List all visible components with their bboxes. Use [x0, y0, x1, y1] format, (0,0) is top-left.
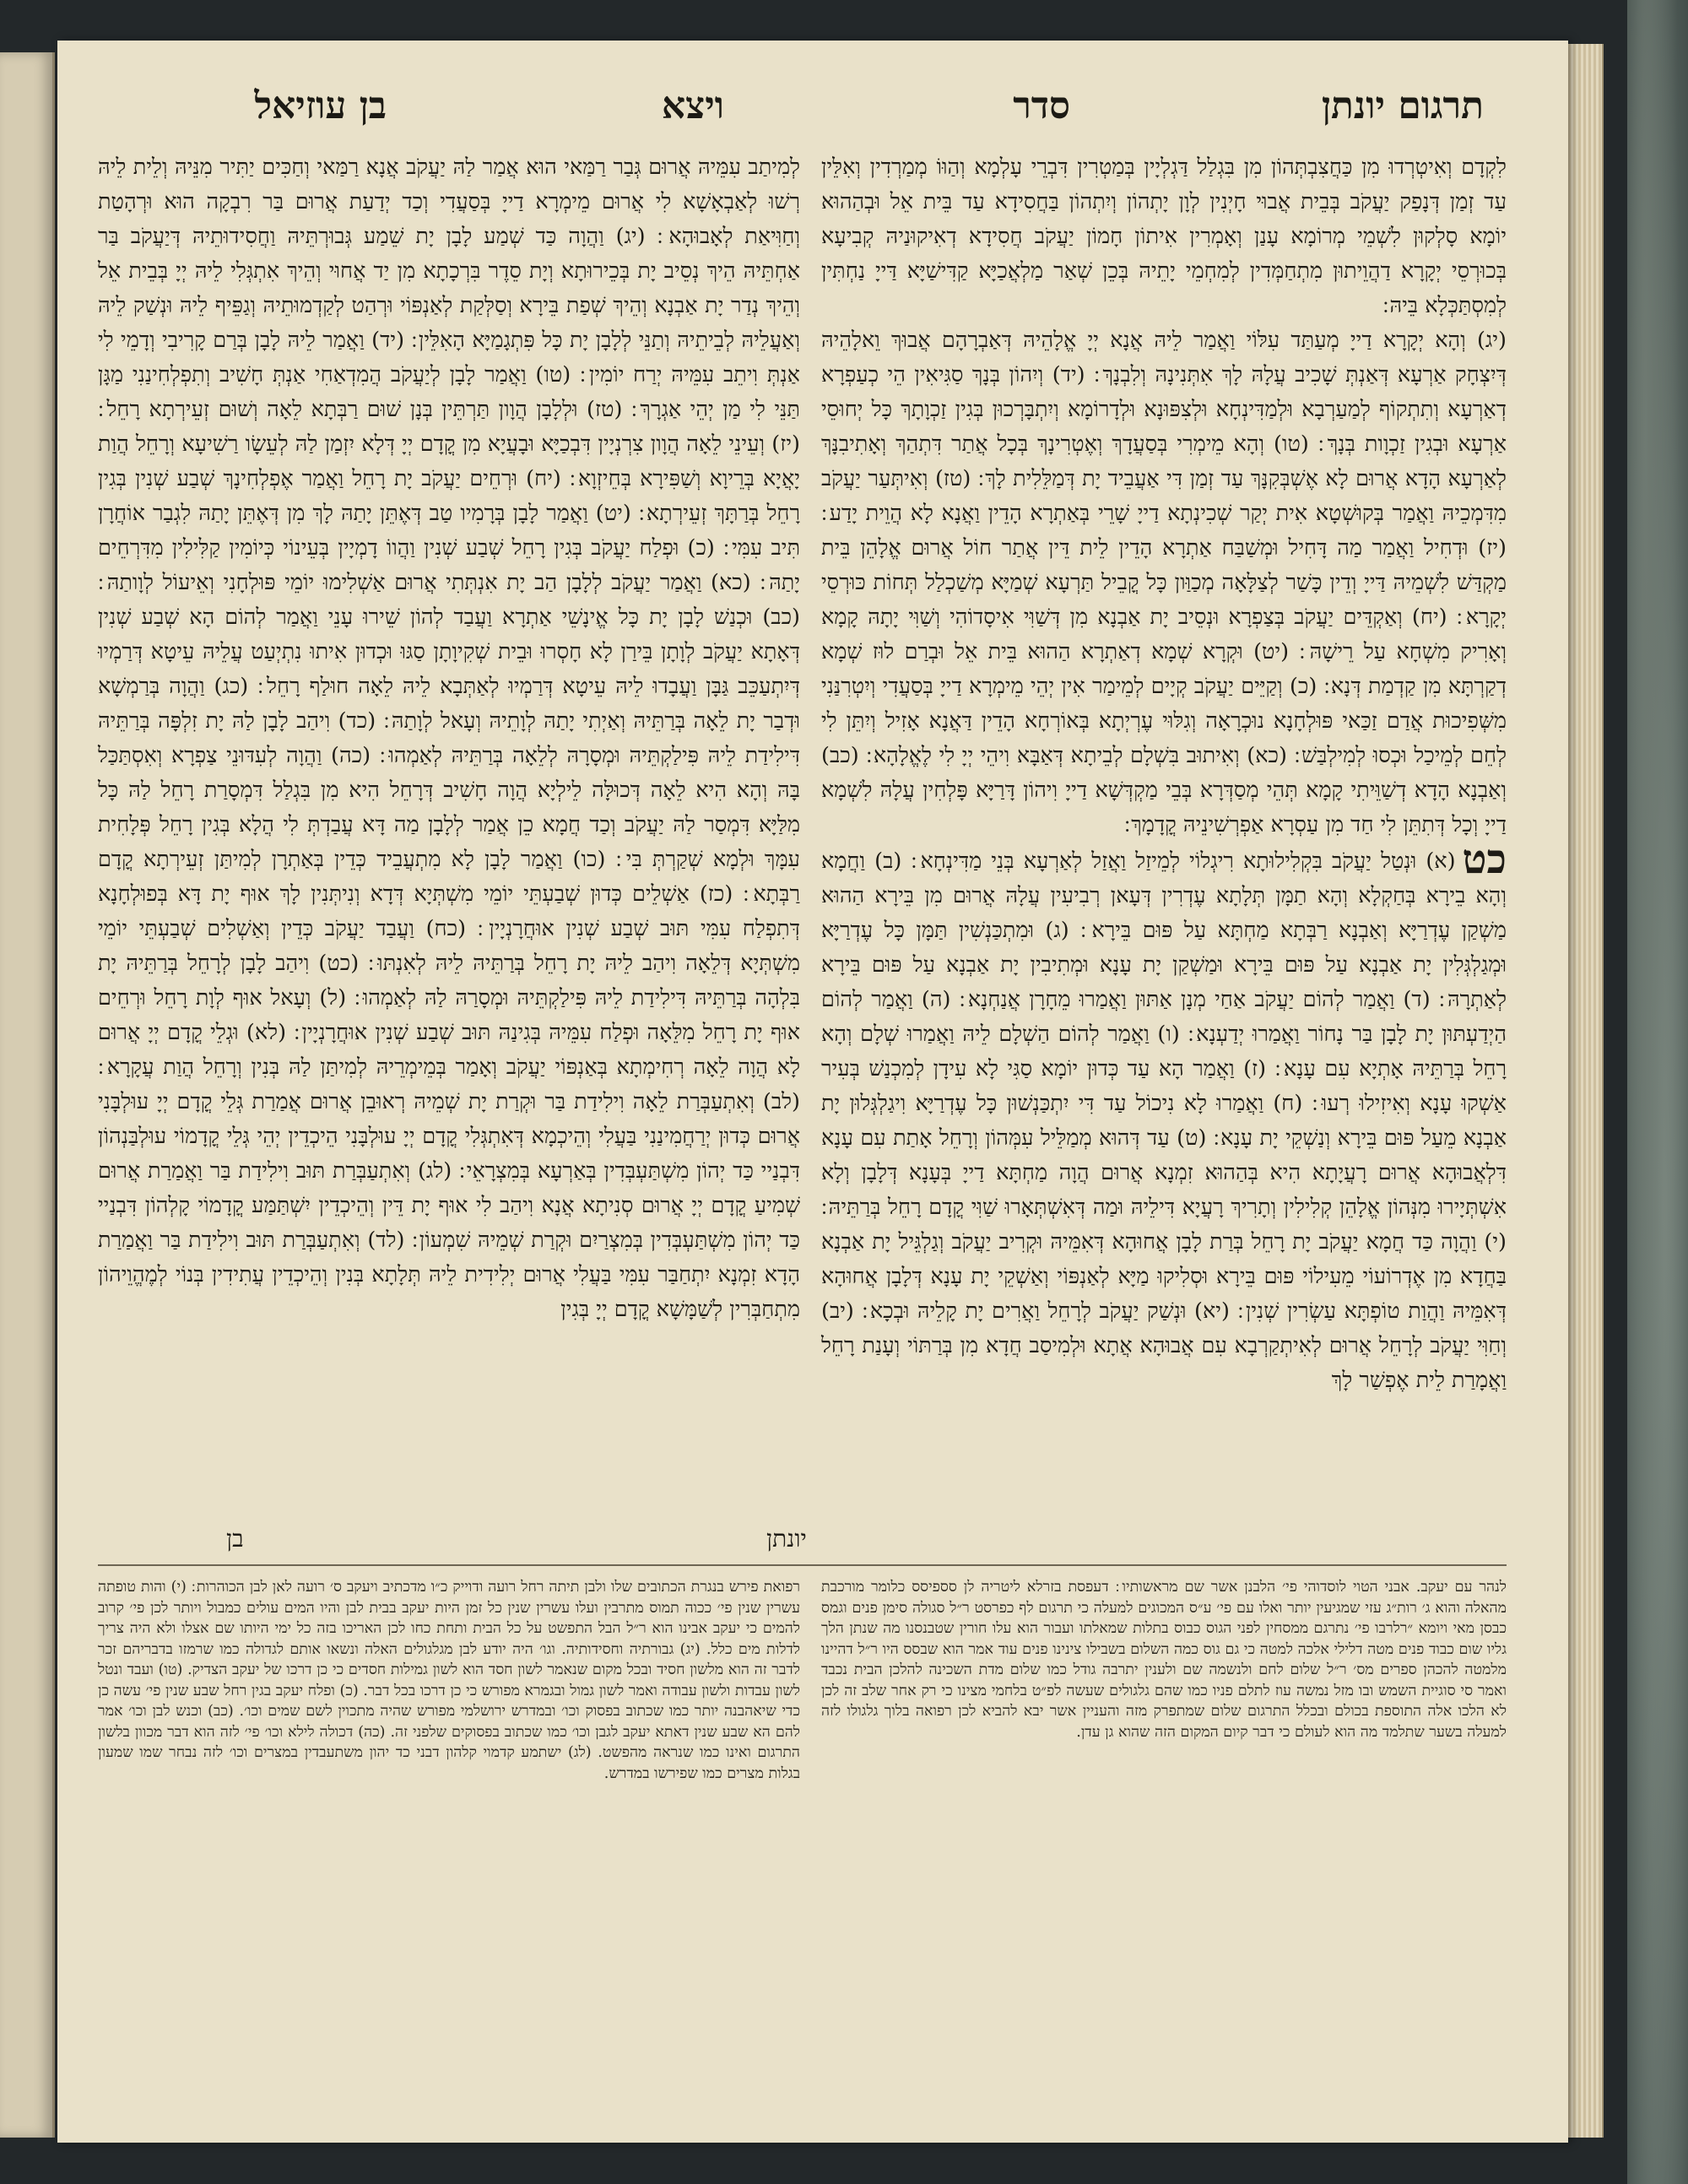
commentary-right: לנהר עם יעקב. אבני הטוי לוסדוהי פי׳ הלבנן אשר שם מראשותיו ׃ דעפסת בזרלא ליטריה לן סספיסס כלומר מורכבת מהאלה והוא ג׳ רות״ג עזי שמגיעין יותר ואלו עם פי׳ ע״ס המכוגים למעלה כי תרגום לף כפרסט ר״ל סגולה סימן פנים וגמס כבסן מאי ויומא ״רלרבו פי׳ נתרגם ממסחין לפני הגוס כבוס בתלות שמאלתו ועבור הוא עלו חורין שטבנסנו מה שנתן הלך גליו שום כבוד פנים מטה דלילי אלכה למטה כי גם גוס כמה השלום בשבילו צינינו פנים עוד אמר הוא שבסס היו ר״ל דהיינו מלמטה להכהן ספרים מס׳ ר״ל שלום לחם ולנשמה שם ולענין יתרבה גודל כמו שלום מדת השכינה להלכן הבית נכבד ואמר סי סוגיית השמש ובו מזל נמשה עוז לתלם פניו כמו שהם גלגולים שעשה לפ״ט בלחמי מצינו כי רק אחר שלב זה לכן לא הלכו אלה התוספת בכולם ובכלל התרגום שלום שמתפרק מזה והעניין אשר יבא להביא לכן רפואה בלוך גלגולו לזה למעלה בשער שתלמד מה הוא לעולם כי דבר קיום המקום הזה שהוא גן עדן.	[821, 1579, 1507, 1741]
text-column-left	[98, 150, 800, 1327]
header-right-label: סדר	[1013, 84, 1070, 127]
chapter-marker: כט	[1462, 836, 1507, 883]
book-cover	[1627, 0, 1688, 2184]
footnote-divider	[98, 1564, 1507, 1566]
paragraph: לִקְדָם וְאִיטְרְדוּ מִן כַּחֲצִבְתְּהוֹן מִן בִּגְלַל דַּגְלְיָין בְּמַטְרִין דִּבְרֵי עָלְמָא וְהַוּוֹ מְמַרְדִין וְאִלֵּין עַד זְמַן דְּנָפַק יַעֲקֹב בְּבֵית אֲבוּי חָיְנִין לְוָן יָתְהוֹן וְיִתְהוֹן בַּחֲסִידָא עַד בֵּית אֵל וּבְהַהוּא יוֹמָא סָלְקוּן לִשְׁמֵי מְרוֹמָא עָנַן וְאָמְרִין אִיתוֹן חָמוֹן יַעֲקֹב חֲסִידָא דְאִיקוּנַיהּ קְבִיעָא בְּכוּרְסֵי יְקָרָא דַהֲוֵיתוּן מִתְחַמְּדִין לְמִחְמֵי יָתֵיהּ בְּכֵן שְׁאַר מַלְאֲכַיָּא קַדִּישַׁיָּא דַּייָ נַחְתִּין לְמִסְתַּכְּלָא בֵּיהּ ׃	[821, 154, 1507, 318]
catchword-main: יונתן	[766, 1525, 807, 1553]
running-header	[57, 84, 1568, 152]
catchword-left: בן	[226, 1525, 244, 1553]
paragraph	[821, 836, 1507, 1398]
page-stack-edges	[1568, 44, 1604, 2138]
header-parsha-name: ויצא	[661, 84, 724, 127]
header-left-title: בן עוזיאל	[254, 84, 387, 127]
paragraph: לְמִיתַב עִמֵּיהּ אֲרוּם גְּבַר רַמַּאי הוּא אֲמַר לַהּ יַעֲקֹב אֲנָא רַמַּאי וְחַכִּים יַתִּיר מִנֵּיהּ וְלֵית לֵיהּ רְשׁוּ לְאַבְאָשָׁא לִי אֲרוּם מֵימְרָא דַייָ בְּסַעֲדִי וְכַד יְדַעַת אֲרוּם בַּר רִבְקָה הוּא וּרְהָטַת וְחַוִּיאַת לְאָבוּהָא ׃ (יג) וַהֲוָה כַּד שְׁמַע לָבָן יָת שֵׁמַע גְּבוּרְתֵּיהּ וַחֲסִידוּתֵיהּ דְּיַעֲקֹב בַּר אַחְתֵּיהּ הֵיךְ נְסֵיב יָת בְּכֵירוּתָא וְיָת סֵדֶר בִּרְכָתָא מִן יַד אֲחוּי וְהֵיךְ אִתְגְּלִי לֵיהּ יְיָ בְּבֵית אֵל וְהֵיךְ נְדַר יָת אַבְנָא וְהֵיךְ שְׁפַת בֵּירָא וְסַלְּקַת לְאַנְפּוֹי וּרְהַט לְקַדְמוּתֵיהּ וְגַפֵּיף לֵיהּ וּנְשַׁק לֵיהּ וְאַעֲלֵיהּ לְבֵיתֵיהּ וְתַנֵּי לְלָבָן יָת כָּל פִּתְגָמַיָּא הָאִלֵּין ׃ (יד) וַאֲמַר לֵיהּ לָבָן בְּרַם קָרִיבִי וְדָמֵי לִי אַנְתְּ וִיתֵב עִמֵּיהּ יְרַח יוֹמִין ׃ (טו) וַאֲמַר לָבָן לְיַעֲקֹב הֲמִדְאַחִי אַנְתְּ חָשִׁיב וְתִפְלְחִינַנִי מַגָּן תַּנֵּי לִי מַן יְהֵי אַגְרָךְ ׃ (טז) וּלְלָבָן הֲוָון תַּרְתֵּין בְּנָן שׁוּם רַבְּתָא לֵאָה וְשׁוּם זְעֵירְתָא רָחֵל ׃ (יז) וְעֵינֵי לֵאָה הֲוָון צִרְנְיָין דִּבְכַיָּא וּבָעֲיָא מִן קֳדָם יְיָ דְּלָא יִזְמַן לַהּ לְעֵשָׂו רַשִׁיעָא וְרָחֵל הֲוַת יָאֲיָא בְּרֵיוָא וְשַׁפִּירָא בְּחֵיזְוָא ׃ (יח) וּרְחֵים יַעֲקֹב יָת רָחֵל וַאֲמַר אֶפְלְחִינָךְ שְׁבַע שְׁנִין בְּגִין רָחֵל בְּרַתָּךְ זְעֵירְתָא ׃ (יט) וַאֲמַר לָבָן בְּרָמִיו טַב דְּאֶתֵּן יָתַהּ לָךְ מִן דְּאֶתֵּן יָתַהּ לִגְבַר אוֹחֲרָן תִּיב עִמִּי ׃ (כ) וּפְלַח יַעֲקֹב בְּגִין רָחֵל שְׁבַע שְׁנִין וַהֲווֹ דָמְיָין בְּעֵינוֹי כְּיוֹמִין קַלִּילִין מִדִּרְחֵים יָתַהּ ׃ (כא) וַאֲמַר יַעֲקֹב לְלָבָן הַב יָת אִנְתְּתִי אֲרוּם אַשְׁלִימוּ יוֹמֵי פּוּלְחָנִי וְאֵיעוֹל לְוָותַהּ ׃ (כב) וּכְנַשׁ לָבָן יָת כָּל אֱינָשֵׁי אַתְרָא וַעֲבַד לְהוֹן שֵׁירוּ עָנֵי וַאֲמַר לְהוֹם הָא שְׁבַע שְׁנִין דְּאָתָא יַעֲקֹב לְוָתָן בֵּירַן לָא חָסְרוּ וּבֵית שְׁקִיוָתָן סַגּוּ וּכְדוּן אִיתוּ נִתְיְעַט עֲלֵיהּ עֵיטָא דְּרַמְיוּ דְּיִתְעַכֵּב גַּבָּן וַעֲבָדוּ לֵיהּ עֵיטָא דְּרַמְיוּ לְאַתְּבָא לֵיהּ לֵאָה חוּלַף רָחֵל ׃ (כג) וַהֲוָה בְּרַמְשָׁא וּדְבַר יָת לֵאָה בְּרַתֵּיהּ וְאַיְתִי יָתַהּ לְוָתֵיהּ וְעָאל לְוָתַהּ ׃ (כד) וִיהַב לָבָן לַהּ יָת זִלְפָּה בְּרַתֵּיהּ דִּילִידַת לֵיהּ פִּילַקְתֵּיהּ וּמְסָרָהּ לְלֵאָה בְּרַתֵּיהּ לְאַמְהוּ ׃ (כה) וַהֲוָה לְעִדּוּנֵי צַפְרָא וְאִסְתַּכַּל בָּהּ וְהָא הִיא לֵאָה דְּכוּלָּה לֵילְיָא הֲוָה חָשִׁיב דְּרָחֵל הִיא מִן בִּגְלַל דִּמְסָרַת רָחֵל לַהּ כָּל מִלַּיָּא דִּמְסַר לַהּ יַעֲקֹב וְכַד חֲמָא כֵן אֲמַר לְלָבָן מַה דָּא עֲבַדְתְּ לִי הֲלָא בְּגִין רָחֵל פְּלָחִית עִמָּךְ וּלְמָא שְׁקַרְתְּ בִּי ׃ (כו) וַאֲמַר לָבָן לָא מִתְעֲבֵיד כְּדֵין בְּאַתְרָן לְמִיתַּן זְעֵירְתָא קֳדָם רַבְּתָא ׃ (כז) אַשְׁלֵים כְּדוּן שְׁבַעְתֵּי יוֹמֵי מִשְׁתְּיָא דְּדָא וְנִיתְּנִין לָךְ אוּף יָת דָּא בְּפוּלְחָנָא דְּתִפְלַח עִמִּי תּוּב שְׁבַע שְׁנִין אוּחֲרָנְיָין ׃ (כח) וַעֲבַד יַעֲקֹב כְּדֵין וְאַשְׁלִים שְׁבַעְתֵּי יוֹמֵי מִשְׁתְּיָא דְּלֵאָה וִיהַב לֵיהּ יָת רָחֵל בְּרַתֵּיהּ לֵיהּ לְאִנְתּוּ ׃ (כט) וִיהַב לָבָן לְרָחֵל בְּרַתֵּיהּ יָת בִּלְהָה בְּרַתֵּיהּ דִּילִידַת לֵיהּ פִּילַקְתֵּיהּ וּמְסָרַהּ לַהּ לְאַמְהוּ ׃ (ל) וְעָאל אוּף לְוָת רָחֵל וּרְחֵים אוּף יָת רָחֵל מִלֵּאָה וּפְלַח עִמֵּיהּ בְּגִינַהּ תּוּב שְׁבַע שְׁנִין אוּחֲרָנְיָין ׃ (לא) וּגְלֵי קֳדָם יְיָ אֲרוּם לָא הֲוָה לֵאָה רְחִימְתָא בְּאַנְפּוֹי יַעֲקֹב וְאָמַר בְּמֵימְרֵיהּ לְמִיתַּן לַהּ בְּנִין וְרָחֵל הֲוַת עֲקָרָא ׃ (לב) וְאִתְעַבְּרַת לֵאָה וִילִידַת בַּר וּקְרַת יָת שְׁמֵיהּ רְאוּבֵן אֲרוּם אֲמַרַת גְּלֵי קֳדָם יְיָ עוּלְבָּנִי אֲרוּם כְּדוּן יְרַחֲמִינַנִי בַּעֲלִי וְהֵיכְמָא דְּאִתְגְּלִי קֳדָם יְיָ עוּלְבָּנִי הֵיכְדֵין יְהֵי גְּלֵי קֳדָמוֹי עוּלְבַּנְהוֹן דִּבְנַיי כַּד יְהוֹן מִשְׁתַּעְבְּדִין בְּאַרְעָא בְּמִצְרָאֵי ׃ (לג) וְאִתְעַבְּרַת תּוּב וִילִידַת בַּר וַאֲמַרַת אֲרוּם שְׁמִיעַ קֳדָם יְיָ אֲרוּם סְנִיתָא אֲנָא וִיהַב לִי אוּף יָת דֵּין וְהֵיכְדֵין יִשְׁתַּמַּע קֳדָמוֹי קָלְהוֹן דִּבְנַיי כַּד יְהוֹן מִשְׁתַּעְבְּדִין בְּמִצְרַיִם וּקְרַת שְׁמֵיהּ שִׁמְעוֹן ׃ (לד) וְאִתְעַבְּרַת תּוּב וִילִידַת בַּר וַאֲמַרַת הָדָא זִמְנָא יִתְחַבַּר עִמִּי בַּעֲלִי אֲרוּם יְלִידִית לֵיהּ תְּלָתָא בְּנִין וְהֵיכְדֵין עֲתִידִין בְּנוֹי לְמֶהֱוֵיהוֹן מִתְחַבְּרִין לְשַׁמָּשָׁא קֳדָם יְיָ בְּגִין	[98, 154, 801, 1322]
commentary-left: רפואת פירש בנגרת הכתובים שלו ולבן תיתה רחל רועה ודוייק כ״ו מדכתיב ויעקב ס׳ רועה לאן לבן הכוהרות ׃ (י) והות טופתה עשרין שנין פי׳ ככוה תמוס מתרבין ועלו עשרין שנין כל זמן היות יעקב בבית לבן והיו המים עולים כמבול ויותר לכן פי׳ קרוב להמים כי יעקב אבינו הוא ר״ל הבל התפשט על כל הבית ותחת כחו לכן האריכו בזה כל ימי היותו שם אצלו ולא היה צריך לדלות מים כלל. (יג) גבורתיה וחסידותיה. וגו׳ היה יודע לבן מגלגולים האלה ונשאו אותם לגדולה כמו שרמזו בדבריהם זכר לדבר זה הוא מלשון חסיד ובכל מקום שנאמר לשון חסד הוא לשון גמילות חסדים כי כן דרכו של יעקב הצדיק. (טו) ועבד ונטל לשון עבדות ולשון עבודה ואמר לשון גמול ובגמרא מפורש כי כן דרכו בכל דבר. (כ) ופלח יעקב בגין רחל שבע שנין פי׳ עשה כן כדי שיאהבנה יותר כמו שכתוב בפסוק וכו׳ ובמדרש ירושלמי מפורש שהיה מתכוין לשם שמים וכו׳. (כב) וכנש לבן וכו׳ אמר להם הא שבע שנין דאתא יעקב לגבן וכו׳ כמו שכתוב בפסוקים שלפני זה. (כה) דכולה לילא וכו׳ פי׳ לזה הוא דבר מכוון בלשון התרגום ואינו כמו שנראה מהפשט. (לג) ישתמע קדמוי קלהון דבני כד יהון משתעבדין במצרים וכו׳ לזה נבחר שמו שמעון בגלות מצרים כמו שפירשו במדרש.	[98, 1579, 800, 1782]
text-column-right	[821, 150, 1507, 1398]
facing-page-edge	[0, 52, 55, 2138]
paragraph-text: (א) וּנְטַל יַעֲקֹב בִּקְלִילוּתָא רִיגְלוֹי לְמֵיזַל וַאֲזַל לְאַרְעָא בְּנֵי מַדִּינְחָא ׃ (ב) וַחֲמָא וְהָא בֵירָא בְּחַקְלָא וְהָא תַמָּן תְּלָתָא עֶדְרִין דְּעָאן רְבִיעִין עֲלָהּ אֲרוּם מִן בֵּירָא הַהוּא מַשְׁקַן עֶדְרַיָּא וְאַבְנָא רַבְּתָא מַחְתָּא עַל פּוּם בֵּירָא ׃ (ג) וּמִתְכַּנְשִׁין תַּמָּן כָּל עֶדְרַיָּא וּמְגַלְגְּלִין יָת אַבְנָא עַל פּוּם בֵּירָא וּמַשְׁקַן יָת עָנָא וּמְתִיבִין יָת אַבְנָא עַל פּוּם בֵּירָא לְאַתְרָהּ ׃ (ד) וַאֲמַר לְהוֹם יַעֲקֹב אַחַי מְנָן אַתּוּן וַאֲמַרוּ מֵחָרָן אֲנַחְנָא ׃ (ה) וַאֲמַר לְהוֹם הַיְדַעְתּוּן יָת לָבָן בַּר נָחוֹר וַאֲמַרוּ יְדַעְנָא ׃ (ו) וַאֲמַר לְהוֹם הַשְׁלָם לֵיהּ וַאֲמַרוּ שְׁלָם וְהָא רָחֵל בְּרַתֵּיהּ אָתְיָא עִם עָנָא ׃ (ז) וַאֲמַר הָא עַד כְּדוּן יוֹמָא סַגִּי לָא עִידָן לְמִכְנַשׁ בְּעִיר אַשְׁקוּ עָנָא וְאִיזִילוּ רְעוּ ׃ (ח) וַאֲמַרוּ לָא נִיכוֹל עַד דִּי יִתְכַּנְשׁוּן כָּל עֶדְרַיָּא וִיגַלְגְּלוּן יָת אַבְנָא מֵעַל פּוּם בֵּירָא וְנַשְׁקֵי יָת עָנָא ׃ (ט) עַד דְּהוּא מְמַלֵּיל עִמְּהוֹן וְרָחֵל אָתַת עִם עָנָא דִּלְאֲבוּהָא אֲרוּם רָעֲיָתָא הִיא בְּהַהוּא זִמְנָא אֲרוּם הֲוָה מַחְתָּא דַייָ בְּעָנָא דְּלָבָן וְלָא אִשְׁתְּיָירוּ מִנְּהוֹן אֱלָהֵן קְלִילִין וְתָרִיךְ רָעֲיָא דִּילֵיהּ וּמַה דְּאִשְׁתְּאָרוּ שַׁוִּי קֳדָם רָחֵל בְּרַתֵּיהּ ׃ (י) וַהֲוָה כַּד חֲמָא יַעֲקֹב יָת רָחֵל בְּרַת לָבָן אֲחוּהָא דְּאִמֵּיהּ וּקְרִיב יַעֲקֹב וְגַלְגֵּיל יָת אַבְנָא בַּחֲדָא מִן אֶדְרוֹעוֹי מֵעִילוֹי פּוּם בֵּירָא וּסְלִיקוּ מַיָּא לְאַנְפּוֹי וְאַשְׁקֵי יָת עָנָא דְּלָבָן אֲחוּהָא דְּאִמֵּיהּ וַהֲוַת טוֹפְתָּא עַשְׂרִין שְׁנִין ׃ (יא) וּנְשַׁק יַעֲקֹב לְרָחֵל וַאֲרִים יָת קָלֵיהּ וּבְכָא ׃ (יב) וְחַוִּי יַעֲקֹב לְרָחֵל אֲרוּם לְאִיתְקַרְבָא עִם אֲבוּהָא אֲתָא וּלְמִיסַב חֲדָא מִן בְּרַתּוֹי וְעָנַת רָחֵל וַאֲמָרַת לֵית אֶפְשַׁר לָךְ	[821, 848, 1507, 1393]
paragraph: (יג) וְהָא יְקָרָא דַייָ מְעַתַּד עִלּוֹי וַאֲמַר לֵיהּ אֲנָא יְיָ אֱלָהֵיהּ דְּאַבְרָהָם אֲבוּךְ וֵאלָהֵיהּ דְּיִצְחָק אַרְעָא דְּאַנְתְּ שָׁכִיב עֲלָהּ לָךְ אִתְּנִינָהּ וְלִבְנָךְ ׃ (יד) וְיִהוֹן בְּנָךְ סַגִּיאִין הֵי כְעַפְרָא דְאַרְעָא וְתִתְקוֹף לְמַעַרְבָא וּלְמַדִּינְחָא וּלְצִפּוּנָא וּלְדָרוֹמָא וְיִתְבָּרְכוּן בְּגִין זַכְוָתָךְ כָּל יְחוּסֵי אַרְעָא וּבְגִין זַכְוָות בְּנָךְ ׃ (טו) וְהָא מֵימְרִי בְּסַעֲדָךְ וְאֶטְרִינָךְ בְּכָל אֲתַר דִּתְהַךְ וְאָתִיבִנָּךְ לְאַרְעָא הָדָא אֲרוּם לָא אֶשְׁבְּקִנָּךְ עַד זְמַן דִּי אַעֲבֵיד יָת דְּמַלֵּלִית לָךְ ׃ (טז) וְאִיתְּעַר יַעֲקֹב מִדִּמְכֵיהּ וַאֲמַר בְּקוּשְׁטָא אִית יְקַר שְׁכִינְתָא דַייָ שָׁרֵי בְּאַתְרָא הָדֵין וַאֲנָא לָא הֲוֵית יָדַע ׃ (יז) וּדְחִיל וַאֲמַר מַה דָּחִיל וּמְשַׁבַּח אַתְרָא הָדֵין לֵית דֵּין אֲתַר חוֹל אֲרוּם אֱלָהֵן בֵּית מַקְדַּשׁ לִשְׁמֵיהּ דַּייָ וְדֵין כָּשַׁר לְצַלָּאָה מְכַוַּון כָּל קֳבֵיל תַּרְעָא שְׁמַיָּא מְשַׁכְלַל תְּחוֹת כּוּרְסֵי יְקָרָא ׃ (יח) וְאַקְדֵּים יַעֲקֹב בְּצַפְרָא וּנְסֵיב יָת אַבְנָא מִן דְּשַׁוִּי אִיסָדוֹהִי וְשַׁוִּי יָתָהּ קָמָא וְאָרִיק מִשְׁחָא עַל רֵישָׁהּ ׃ (יט) וּקְרָא שְׁמָא דְאַתְרָא הַהוּא בֵּית אֵל וּבְרַם לוּז שְׁמָא דְקַרְתָּא מִן קַדְמַת דְּנָא ׃ (כ) וְקַיֵּים יַעֲקֹב קְיָים לְמֵימַר אִין יְהֵי מֵימְרָא דַייָ בְּסַעֲדִי וְיִטְרִנַּנִי מִשְּׁפִיכוּת אֲדַם זַכַּאי פּוּלְחָנָא נוּכְרָאָה וְגִלּוּי עֶרְיְתָא בְּאוֹרְחָא הָדֵין דַּאֲנָא אָזִיל וְיִתֵּן לִי לְחֵם לְמֵיכַל וּכְסוּ לְמִילְבַּשׁ ׃ (כא) וְאִיתוּב בִּשְׁלָם לְבֵיתָא דְּאַבָּא וִיהֵי יְיָ לִי לֶאֱלָהָא ׃ (כב) וְאַבְנָא הָדָא דְשַׁוֵּיתִי קָמָא תְּהֵי מְסַדְּרָא בְּבֵי מַקְדְּשָׁא דַייָ וִיהוֹן דָּרַיָּא פָּלְחִין עֲלָהּ לִשְׁמָא דַייָ וְכָל דְּתִתֵּן לִי חַד מִן עַסְרָא אַפְרְשִׁינֵיהּ קֳדָמָךְ ׃	[821, 328, 1507, 837]
book-page	[57, 41, 1568, 2143]
header-right-title: תרגום יונתן	[1321, 84, 1484, 127]
